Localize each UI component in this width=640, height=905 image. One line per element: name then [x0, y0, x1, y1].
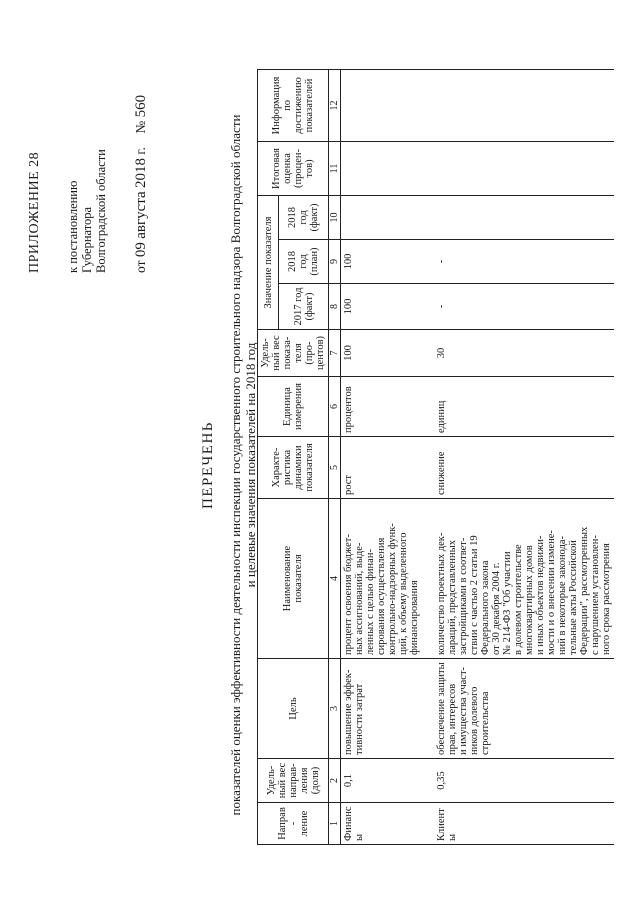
cell-2018-fact [422, 195, 614, 239]
column-number: 5 [329, 437, 341, 499]
header-indicator-name: Наименование показателя [258, 499, 329, 659]
cell-2017-fact: - [422, 284, 614, 330]
document-subtitle-line-2: и целевые значения показателей на 2018 год [243, 342, 258, 588]
cell-indicator-share: 30 [422, 330, 614, 377]
appendix-line-2: Губернатора [80, 206, 94, 273]
date-prefix: от [133, 260, 148, 273]
cell-direction: Финансы [341, 803, 423, 845]
header-unit: Единица измерения [258, 377, 329, 437]
cell-achievement-info [422, 69, 614, 141]
column-number: 1 [329, 803, 341, 845]
cell-direction-share: 0,35 [422, 759, 614, 803]
column-number: 11 [329, 141, 341, 195]
cell-2018-plan: 100 [341, 240, 423, 284]
column-number-row [329, 69, 341, 844]
cell-indicator-name: количество проектных дек- лараций, представленных застройщиками в соответ- ствии с частью 2 статьи 19 Федерального закона от 30 декабря 2004 г. № 214-ФЗ "Об участии в долевом строительстве многоквартирных домов и иных объектов недвижи- мости и о внесении измене- ний в некоторые законода- тельные акты Российской Федерации", рассмотренных с нарушением установлен- ного срока рассмотрения [422, 499, 614, 659]
appendix-line-1: к постановлению [66, 180, 80, 273]
cell-final-score [341, 141, 423, 195]
date-day: 09 [133, 242, 149, 258]
indicators-table [257, 69, 614, 845]
cell-final-score [422, 141, 614, 195]
cell-unit: процентов [341, 377, 423, 437]
column-number: 8 [329, 284, 341, 330]
table-row [422, 69, 614, 844]
header-2017-fact: 2017 год (факт) [279, 284, 329, 330]
header-dynamics: Характе- ристика динамики показателя [258, 437, 329, 499]
header-2018-fact: 2018 год (факт) [279, 195, 329, 239]
header-achievement-info: Информация по достижению показателей [258, 69, 329, 141]
column-number: 7 [329, 330, 341, 377]
document-title: ПЕРЕЧЕНЬ [200, 421, 216, 509]
header-row-1 [258, 69, 279, 844]
number-prefix: № [133, 120, 148, 134]
cell-direction-share: 0,1 [341, 759, 423, 803]
header-direction: Направ- ление [258, 803, 329, 845]
date-suffix: г. [133, 147, 148, 155]
header-indicator-share: Удель- ный вес показа- теля (про- центов) [258, 330, 329, 377]
header-final-score: Итоговая оценка (процен- тов) [258, 141, 329, 195]
cell-goal: обеспечение защиты прав, интересов и имущества участ- ников долевого строительства [422, 659, 614, 759]
cell-achievement-info [341, 69, 423, 141]
document-subtitle-line-1: показателей оценки эффективности деятельности инспекции государственного строительного надзора Волгоградской области [228, 114, 243, 816]
cell-dynamics: рост [341, 437, 423, 499]
appendix-line-3: Волгоградской области [94, 149, 108, 273]
cell-unit: единиц [422, 377, 614, 437]
appendix-block [28, 33, 148, 273]
cell-direction: Клиенты [422, 803, 614, 845]
date-month: августа [133, 191, 149, 239]
cell-dynamics: снижение [422, 437, 614, 499]
header-goal: Цель [258, 659, 329, 759]
column-number: 12 [329, 69, 341, 141]
header-value-group: Значение показателя [258, 195, 279, 329]
column-number: 3 [329, 659, 341, 759]
date-year: 2018 [133, 157, 149, 188]
appendix-date-line [134, 33, 148, 273]
cell-2018-plan: - [422, 240, 614, 284]
column-number: 6 [329, 377, 341, 437]
column-number: 9 [329, 240, 341, 284]
table-row [341, 69, 423, 844]
cell-goal: повышение эффек- тивности затрат [341, 659, 423, 759]
cell-2018-fact [341, 195, 423, 239]
cell-indicator-share: 100 [341, 330, 423, 377]
column-number: 10 [329, 195, 341, 239]
cell-indicator-name: процент освоения бюджет- ных ассигнований, выде- ленных с целью финан- сирования осуществления контрольно-надзорных функ- ций, к объему выделенного финансирования [341, 499, 423, 659]
column-number: 4 [329, 499, 341, 659]
header-direction-share: Удель- ный вес направ- ления (доля) [258, 759, 329, 803]
appendix-title: ПРИЛОЖЕНИЕ 28 [27, 151, 42, 273]
cell-2017-fact: 100 [341, 284, 423, 330]
header-2018-plan: 2018 год (план) [279, 240, 329, 284]
column-number: 2 [329, 759, 341, 803]
document-number: 560 [133, 94, 149, 118]
